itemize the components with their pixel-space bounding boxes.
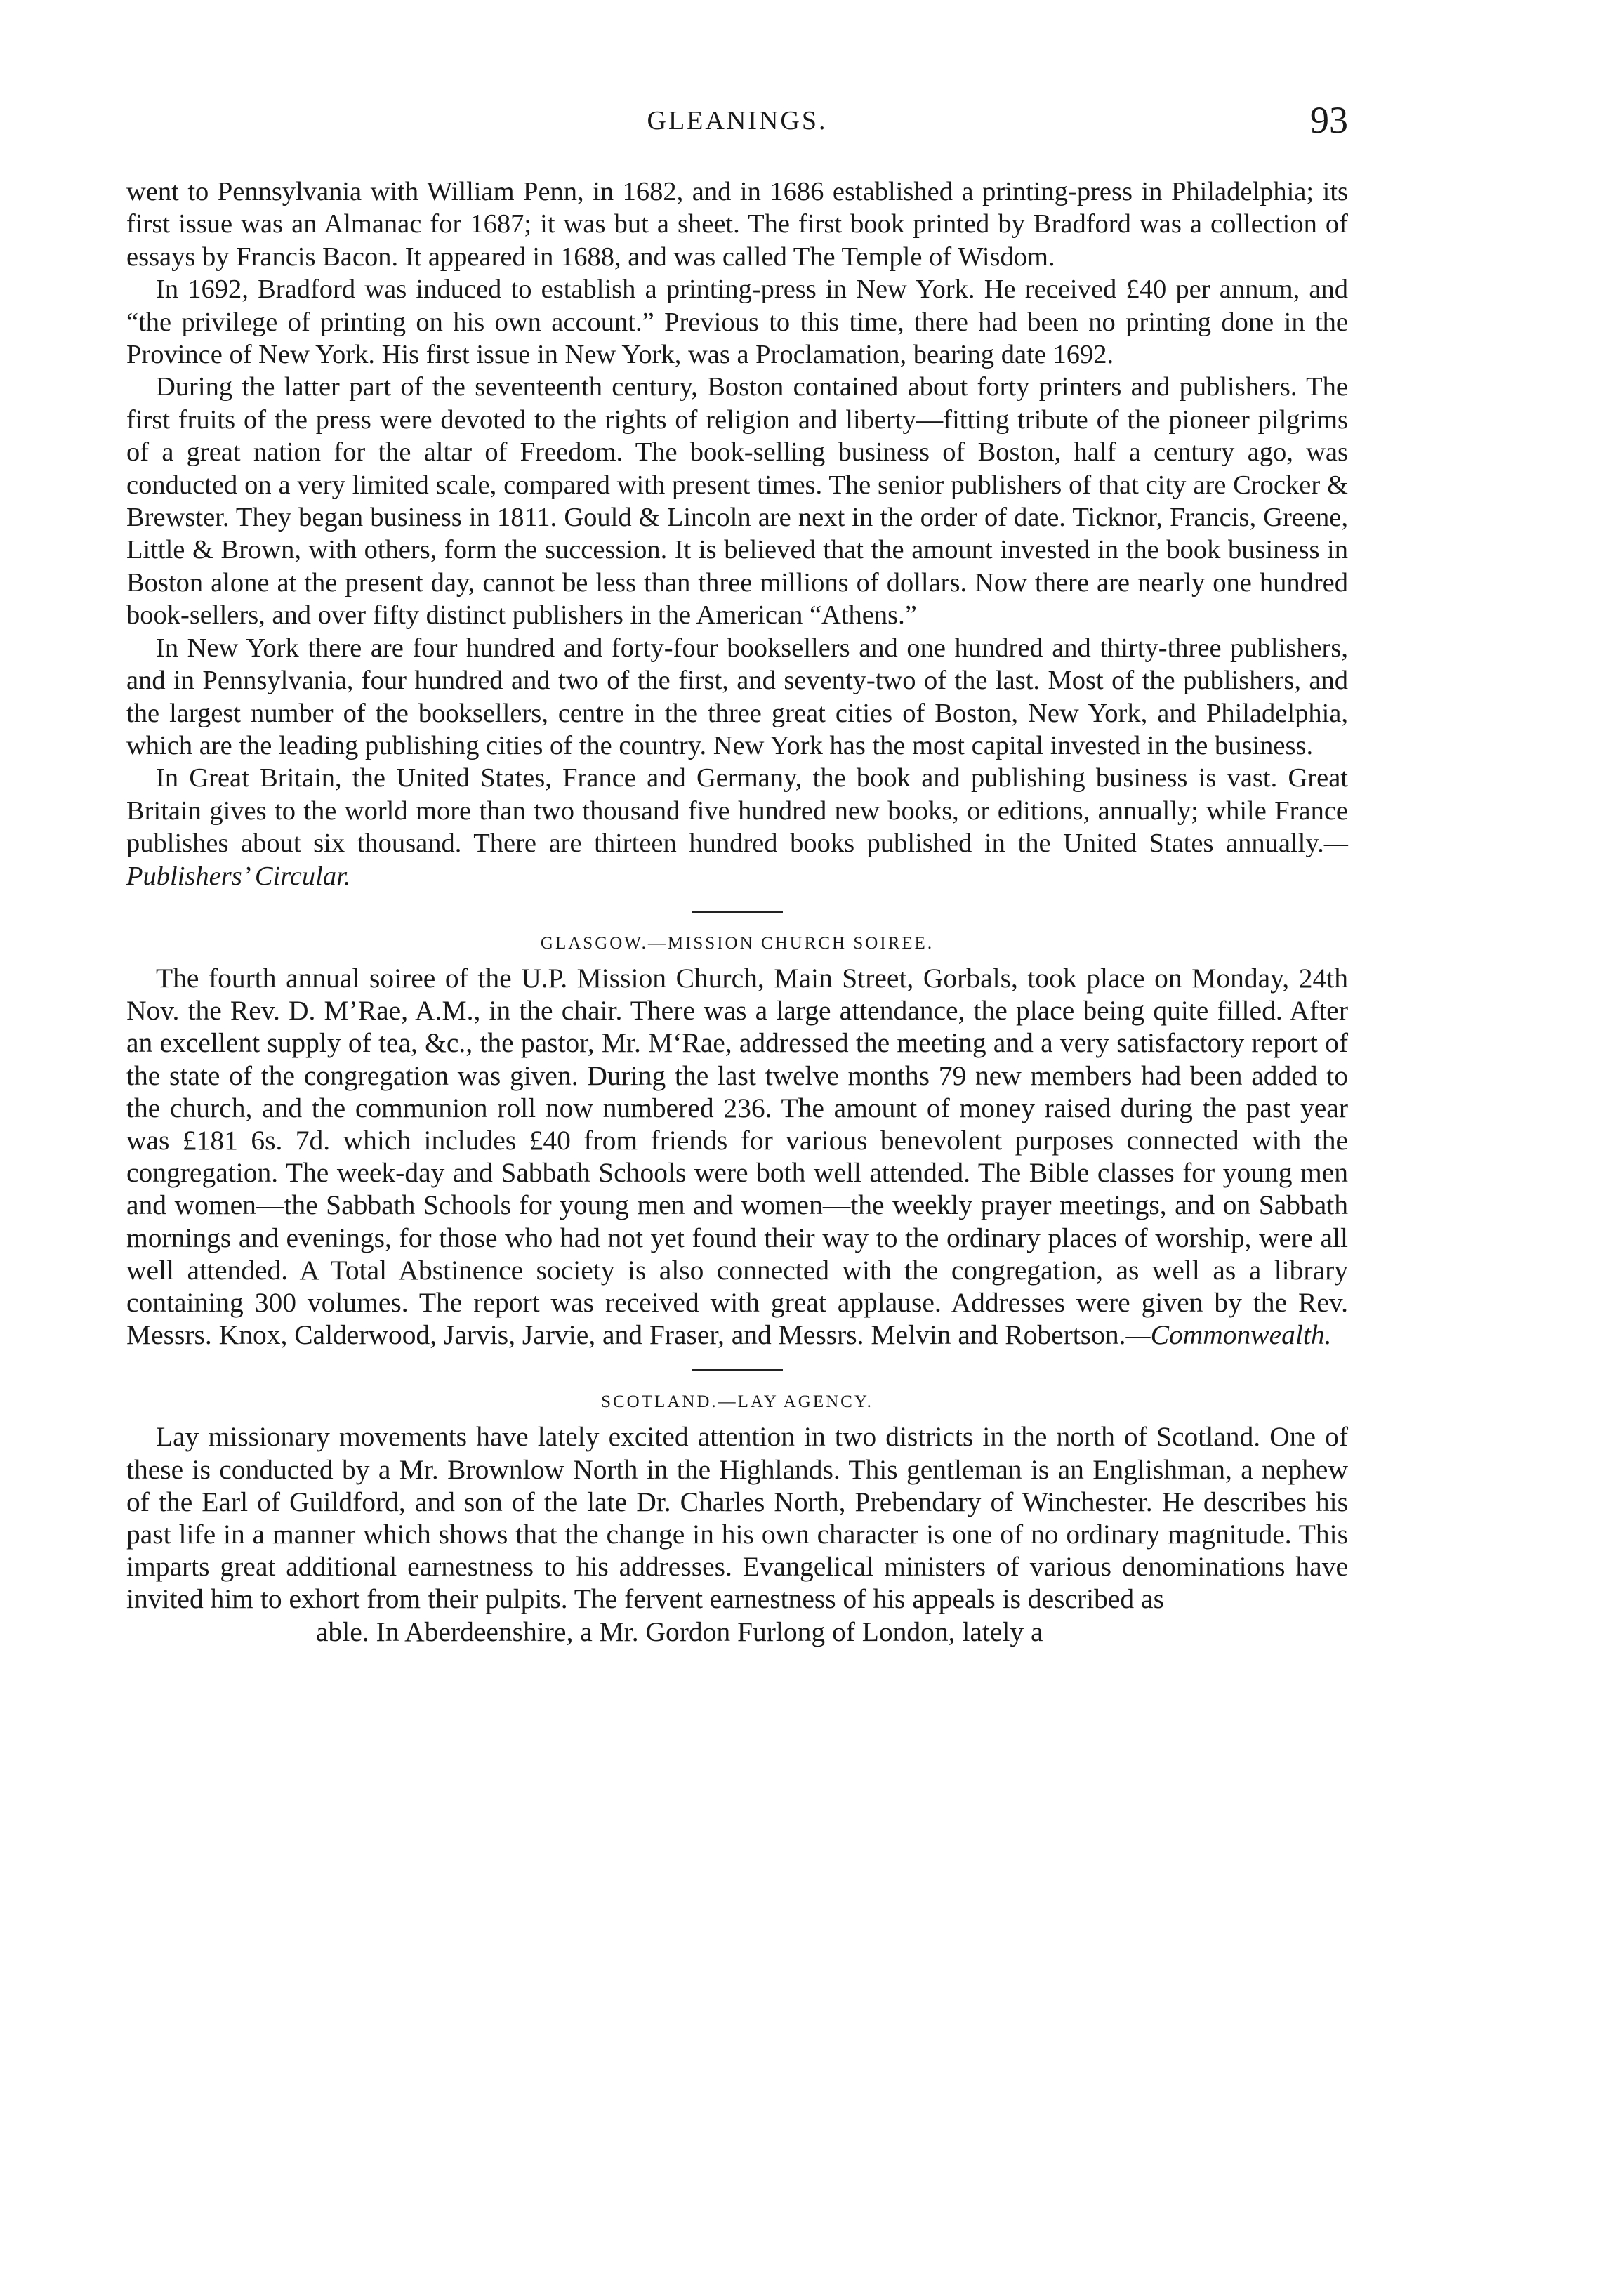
paragraph <box>126 962 1348 1351</box>
source-citation: —Publishers’ Circular. <box>126 829 1348 891</box>
section-scotland <box>126 1388 1348 1647</box>
source-citation: —Commonwealth. <box>1125 1319 1332 1351</box>
running-title: GLEANINGS. <box>647 106 828 136</box>
paragraph: In 1692, Bradford was induced to establish a printing-press in New York. He received £40 per annum, and “the privilege of printing on his own account.” Previous to this time, there had been no printing done in the Province of New York. His first issue in New York, was a Proclamation, bearing date 1692. <box>126 275 1348 370</box>
paragraph-text: The fourth annual soiree of the U.P. Mission Church, Main Street, Gorbals, took place on Monday, 24th Nov. the Rev. D. M’Rae, A.M., in the chair. There was a large attendance, the place being quite filled. After an excellent supply of tea, &c., the pastor, Mr. M‘Rae, addressed the meeting and a very satisfactory report of the state of the congregation was given. During the last twelve months 79 new members had been added to the church, and the communion roll now numbered 236. The amount of money raised during the past year was £181 6s. 7d. which includes £40 from friends for various benevolent purposes connected with the congregation. The week-day and Sabbath Schools were both well attended. The Bible classes for young men and women—the Sabbath Schools for young men and women—the weekly prayer meetings, and on Sabbath mornings and evenings, for those who had not yet found their way to the ordinary places of worship, were all well attended. A Total Abstinence society is also connected with the congregation, as well as a library containing 300 volumes. The report was received with great applause. Addresses were given by the Rev. Messrs. Knox, Calderwood, Jarvis, Jarvie, and Fraser, and Messrs. Melvin and Robertson. <box>126 962 1348 1351</box>
paragraph: Lay missionary movements have lately excited attention in two districts in the north of Scotland. One of these is conducted by a Mr. Brownlow North in the Highlands. This gentleman is an Englishman, a nephew of the Earl of Guildford, and son of the late Dr. Charles North, Prebendary of Winchester. He describes his past life in a manner which shows that the change in his own character is one of no ordinary magnitude. This imparts great additional earnestness to his addresses. Evangelical ministers of various denominations have invited him to exhort from their pulpits. The fervent earnestness of his appeals is described as <box>126 1421 1348 1615</box>
paragraph-text: In Great Britain, the United States, France and Germany, the book and publishing business is vast. Great Britain gives to the world more than two thousand five hundred new books, or editions, annually; while France publishes about six thousand. There are thirteen hundred books published in the United States annually. <box>126 763 1348 859</box>
section-heading: SCOTLAND.—LAY AGENCY. <box>601 1392 873 1412</box>
paragraph: In New York there are four hundred and forty-four booksellers and one hundred and thirty-three publishers, and in Pennsylvania, four hundred and two of the first, and seventy-two of the last. Most of the publishers, and the largest number of the booksellers, centre in the three great cities of Boston, New York, and Philadelphia, which are the leading publishing cities of the country. New York has the most capital invested in the business. <box>126 633 1348 760</box>
section-divider <box>692 911 783 913</box>
page-header <box>126 99 1348 154</box>
section-glasgow <box>126 930 1348 1351</box>
section-heading: GLASGOW.—MISSION CHURCH SOIREE. <box>540 933 935 953</box>
page-number: 93 <box>1310 99 1348 141</box>
paragraph: went to Pennsylvania with William Penn, in 1682, and in 1686 established a printing-press in Philadelphia; its first issue was an Almanac for 1687; it was but a sheet. The first book printed by Bradford was a collection of essays by Francis Bacon. It appeared in 1688, and was called The Temple of Wisdom. <box>126 177 1348 272</box>
paragraph <box>126 762 1348 892</box>
section-divider <box>692 1369 783 1371</box>
paragraph-continuation: able. In Aberdeenshire, a Mr. Gordon Furlong of London, lately a <box>316 1616 1043 1647</box>
section-printing-history <box>126 176 1348 892</box>
paragraph: During the latter part of the seventeenth century, Boston contained about forty printers and publishers. The first fruits of the press were devoted to the rights of religion and liberty—fitting tribute of the pioneer pilgrims of a great nation for the altar of Freedom. The book-selling business of Boston, half a century ago, was conducted on a very limited scale, compared with present times. The senior publishers of that city are Crocker & Brewster. They began business in 1811. Gould & Lincoln are next in the order of date. Ticknor, Francis, Greene, Little & Brown, with others, form the succession. It is believed that the amount invested in the book business in Boston alone at the present day, cannot be less than three millions of dollars. Now there are nearly one hundred book-sellers, and over fifty distinct publishers in the American “Athens.” <box>126 372 1348 631</box>
text-column <box>126 176 1348 1648</box>
